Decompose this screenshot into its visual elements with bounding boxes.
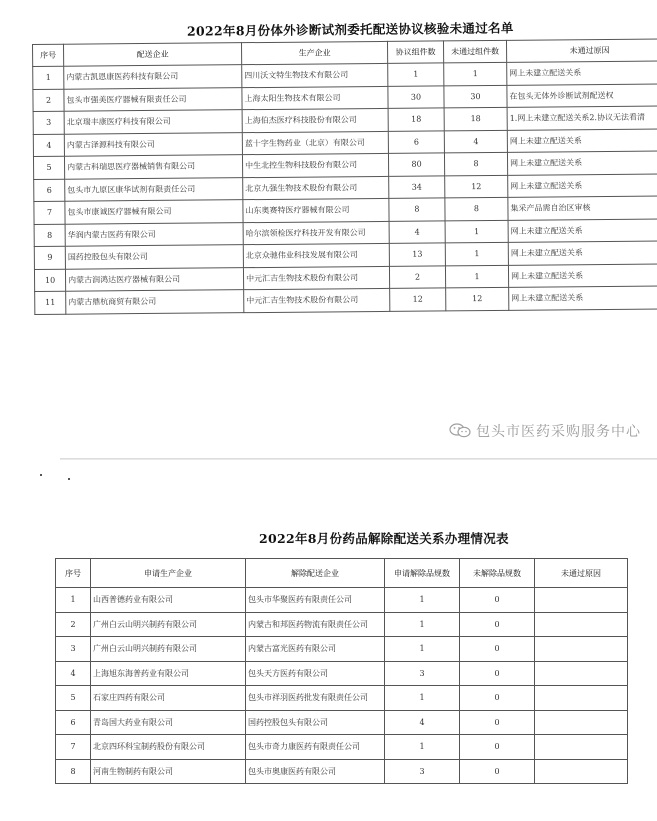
cell-manufacturer: 中元汇吉生物技术股份有限公司 xyxy=(243,266,389,290)
cell-unreleased-specs: 0 xyxy=(460,735,535,760)
cell-distributor: 内蒙古泽源科技有限公司 xyxy=(64,132,242,156)
cell-failed-count: 4 xyxy=(444,130,507,153)
cell-index: 3 xyxy=(33,111,64,134)
cell-failure-reason xyxy=(535,686,628,711)
wechat-icon xyxy=(449,423,471,438)
cell-failed-count: 8 xyxy=(445,197,508,220)
cell-released-distributor: 包头市华聚医药有限责任公司 xyxy=(246,588,385,613)
cell-index: 1 xyxy=(33,66,64,89)
cell-failed-count: 1 xyxy=(445,265,508,288)
cell-released-distributor: 内蒙古和邦医药物流有限责任公司 xyxy=(246,612,385,637)
cell-index: 3 xyxy=(56,637,91,662)
cell-index: 4 xyxy=(56,661,91,686)
cell-failure-reason xyxy=(535,710,628,735)
cell-failure-reason xyxy=(535,661,628,686)
cell-failure-reason: 在包头无体外诊断试剂配送权 xyxy=(507,83,657,107)
col-header-index: 序号 xyxy=(56,559,91,588)
cell-failure-reason: 1.网上未建立配送关系2.协议无法看清 xyxy=(507,106,657,130)
cell-agreement-count: 12 xyxy=(390,288,446,311)
cell-index: 7 xyxy=(34,201,65,224)
table-row xyxy=(56,735,628,760)
cell-released-distributor: 包头市祥羽医药批发有限责任公司 xyxy=(246,686,385,711)
cell-unreleased-specs: 0 xyxy=(460,661,535,686)
cell-requested-specs: 1 xyxy=(385,588,460,613)
table2-title: 2022年8月份药品解除配送关系办理情况表 xyxy=(259,531,509,546)
col-header-unreleased-specs: 未解除品规数 xyxy=(460,559,535,588)
cell-manufacturer: 中生北控生物科技股份有限公司 xyxy=(242,153,388,177)
cell-agreement-count: 1 xyxy=(388,63,444,86)
cell-distributor: 北京瑞丰康医疗科技有限公司 xyxy=(64,110,242,134)
table-row xyxy=(35,286,657,314)
cell-index: 9 xyxy=(34,246,65,269)
cell-manufacturer: 上海伯杰医疗科技股份有限公司 xyxy=(242,108,388,132)
cell-index: 2 xyxy=(56,612,91,637)
cell-applicant-manufacturer: 北京四环科宝制药股份有限公司 xyxy=(91,735,246,760)
cell-failure-reason: 集采产品需自治区审核 xyxy=(508,196,657,220)
cell-distributor: 内蒙古鼎杭商贸有限公司 xyxy=(66,290,244,314)
cell-failure-reason: 网上未建立配送关系 xyxy=(508,173,657,197)
cell-requested-specs: 1 xyxy=(385,686,460,711)
cell-index: 8 xyxy=(56,759,91,784)
table1-title: 2022年8月份体外诊断试剂委托配送协议核验未通过名单 xyxy=(186,20,514,39)
cell-failure-reason xyxy=(535,588,628,613)
cell-unreleased-specs: 0 xyxy=(460,612,535,637)
scan-speck xyxy=(40,474,42,476)
cell-released-distributor: 包头市奇力康医药有限责任公司 xyxy=(246,735,385,760)
cell-applicant-manufacturer: 河南生物制药有限公司 xyxy=(91,759,246,784)
cell-index: 7 xyxy=(56,735,91,760)
table-row xyxy=(56,612,628,637)
cell-agreement-count: 8 xyxy=(389,198,445,221)
scan-speck xyxy=(68,478,70,480)
cell-failed-count: 18 xyxy=(444,107,507,130)
cell-agreement-count: 2 xyxy=(389,265,445,288)
cell-applicant-manufacturer: 山西普德药业有限公司 xyxy=(91,588,246,613)
cell-applicant-manufacturer: 青岛国大药业有限公司 xyxy=(91,710,246,735)
cell-manufacturer: 北京众驰伟业科技发展有限公司 xyxy=(243,243,389,267)
cell-agreement-count: 13 xyxy=(389,243,445,266)
cell-distributor: 内蒙古润鸿达医疗器械有限公司 xyxy=(65,267,243,291)
col-header-distributor: 配送企业 xyxy=(64,43,242,67)
cell-distributor: 包头市九原区康华试剂有限责任公司 xyxy=(65,177,243,201)
cell-distributor: 国药控股包头有限公司 xyxy=(65,245,243,269)
cell-manufacturer: 上海太阳生物技术有限公司 xyxy=(242,86,388,110)
cell-manufacturer: 中元汇吉生物技术股份有限公司 xyxy=(244,288,390,312)
table-row xyxy=(56,588,628,613)
table-row xyxy=(56,661,628,686)
cell-unreleased-specs: 0 xyxy=(460,710,535,735)
cell-failure-reason xyxy=(535,612,628,637)
cell-failed-count: 1 xyxy=(445,220,508,243)
cell-released-distributor: 包头市奥康医药有限公司 xyxy=(246,759,385,784)
table-row xyxy=(56,759,628,784)
col-header-failed-count: 未通过组件数 xyxy=(443,40,506,63)
cell-index: 6 xyxy=(56,710,91,735)
cell-agreement-count: 34 xyxy=(389,175,445,198)
cell-requested-specs: 4 xyxy=(385,710,460,735)
cell-manufacturer: 北京九强生物技术股份有限公司 xyxy=(243,176,389,200)
cell-applicant-manufacturer: 上海旭东海普药业有限公司 xyxy=(91,661,246,686)
cell-released-distributor: 包头天方医药有限公司 xyxy=(246,661,385,686)
cell-manufacturer: 四川沃文特生物技术有限公司 xyxy=(242,63,388,87)
cell-agreement-count: 18 xyxy=(388,108,444,131)
col-header-agreement-count: 协议组件数 xyxy=(387,41,443,63)
table-row xyxy=(56,637,628,662)
cell-failure-reason: 网上未建立配送关系 xyxy=(508,218,657,242)
cell-failed-count: 1 xyxy=(445,242,508,265)
cell-index: 8 xyxy=(34,224,65,247)
cell-released-distributor: 国药控股包头有限公司 xyxy=(246,710,385,735)
cell-requested-specs: 1 xyxy=(385,637,460,662)
cell-failure-reason: 网上未建立配送关系 xyxy=(508,241,657,265)
cell-failed-count: 12 xyxy=(445,175,508,198)
page-edge xyxy=(60,458,657,460)
col-header-failure-reason: 未通过原因 xyxy=(506,39,657,62)
cell-failure-reason: 网上未建立配送关系 xyxy=(507,128,657,152)
cell-unreleased-specs: 0 xyxy=(460,588,535,613)
cell-unreleased-specs: 0 xyxy=(460,637,535,662)
cell-failure-reason xyxy=(535,637,628,662)
cell-index: 5 xyxy=(56,686,91,711)
watermark xyxy=(449,421,641,441)
cell-manufacturer: 蓝十字生物药业（北京）有限公司 xyxy=(242,131,388,155)
table-row xyxy=(56,710,628,735)
cell-requested-specs: 1 xyxy=(385,735,460,760)
cell-manufacturer: 山东奥赛特医疗器械有限公司 xyxy=(243,198,389,222)
col-header-manufacturer: 生产企业 xyxy=(241,41,387,64)
cell-applicant-manufacturer: 石家庄四药有限公司 xyxy=(91,686,246,711)
cell-index: 1 xyxy=(56,588,91,613)
cell-applicant-manufacturer: 广州白云山明兴制药有限公司 xyxy=(91,637,246,662)
cell-failure-reason: 网上未建立配送关系 xyxy=(508,263,657,287)
cell-failure-reason xyxy=(535,735,628,760)
cell-index: 4 xyxy=(33,134,64,157)
cell-index: 5 xyxy=(33,156,64,179)
cell-agreement-count: 80 xyxy=(388,153,444,176)
cell-index: 2 xyxy=(33,89,64,112)
cell-agreement-count: 6 xyxy=(388,130,444,153)
cell-distributor: 华润内蒙古医药有限公司 xyxy=(65,222,243,246)
cell-requested-specs: 1 xyxy=(385,612,460,637)
cell-failed-count: 12 xyxy=(446,287,509,310)
delisting-status-table xyxy=(55,558,628,784)
col-header-released-distributor: 解除配送企业 xyxy=(246,559,385,588)
watermark-text: 包头市医药采购服务中心 xyxy=(476,424,641,440)
cell-agreement-count: 30 xyxy=(388,85,444,108)
cell-index: 11 xyxy=(35,291,66,314)
cell-failed-count: 8 xyxy=(444,152,507,175)
cell-released-distributor: 内蒙古富光医药有限公司 xyxy=(246,637,385,662)
cell-unreleased-specs: 0 xyxy=(460,759,535,784)
cell-failure-reason: 网上未建立配送关系 xyxy=(507,61,657,85)
cell-requested-specs: 3 xyxy=(385,661,460,686)
cell-requested-specs: 3 xyxy=(385,759,460,784)
cell-distributor: 内蒙古科瑞思医疗器械销售有限公司 xyxy=(64,155,242,179)
distribution-failure-table xyxy=(32,38,657,314)
cell-manufacturer: 哈尔滨领检医疗科技开发有限公司 xyxy=(243,221,389,245)
table-row xyxy=(56,686,628,711)
col-header-failure-reason: 未通过原因 xyxy=(535,559,628,588)
col-header-index: 序号 xyxy=(33,44,64,66)
cell-distributor: 包头市强美医疗器械有限责任公司 xyxy=(64,87,242,111)
cell-failed-count: 1 xyxy=(444,62,507,85)
cell-failed-count: 30 xyxy=(444,85,507,108)
cell-applicant-manufacturer: 广州白云山明兴制药有限公司 xyxy=(91,612,246,637)
cell-distributor: 内蒙古凯恩康医药科技有限公司 xyxy=(64,65,242,89)
col-header-applicant-manufacturer: 申请生产企业 xyxy=(91,559,246,588)
cell-index: 10 xyxy=(34,269,65,292)
cell-unreleased-specs: 0 xyxy=(460,686,535,711)
cell-agreement-count: 4 xyxy=(389,220,445,243)
cell-failure-reason: 网上未建立配送关系 xyxy=(509,286,657,310)
cell-failure-reason: 网上未建立配送关系 xyxy=(507,151,657,175)
cell-index: 6 xyxy=(34,179,65,202)
cell-failure-reason xyxy=(535,759,628,784)
col-header-requested-specs: 申请解除品规数 xyxy=(385,559,460,588)
cell-distributor: 包头市康诚医疗器械有限公司 xyxy=(65,200,243,224)
